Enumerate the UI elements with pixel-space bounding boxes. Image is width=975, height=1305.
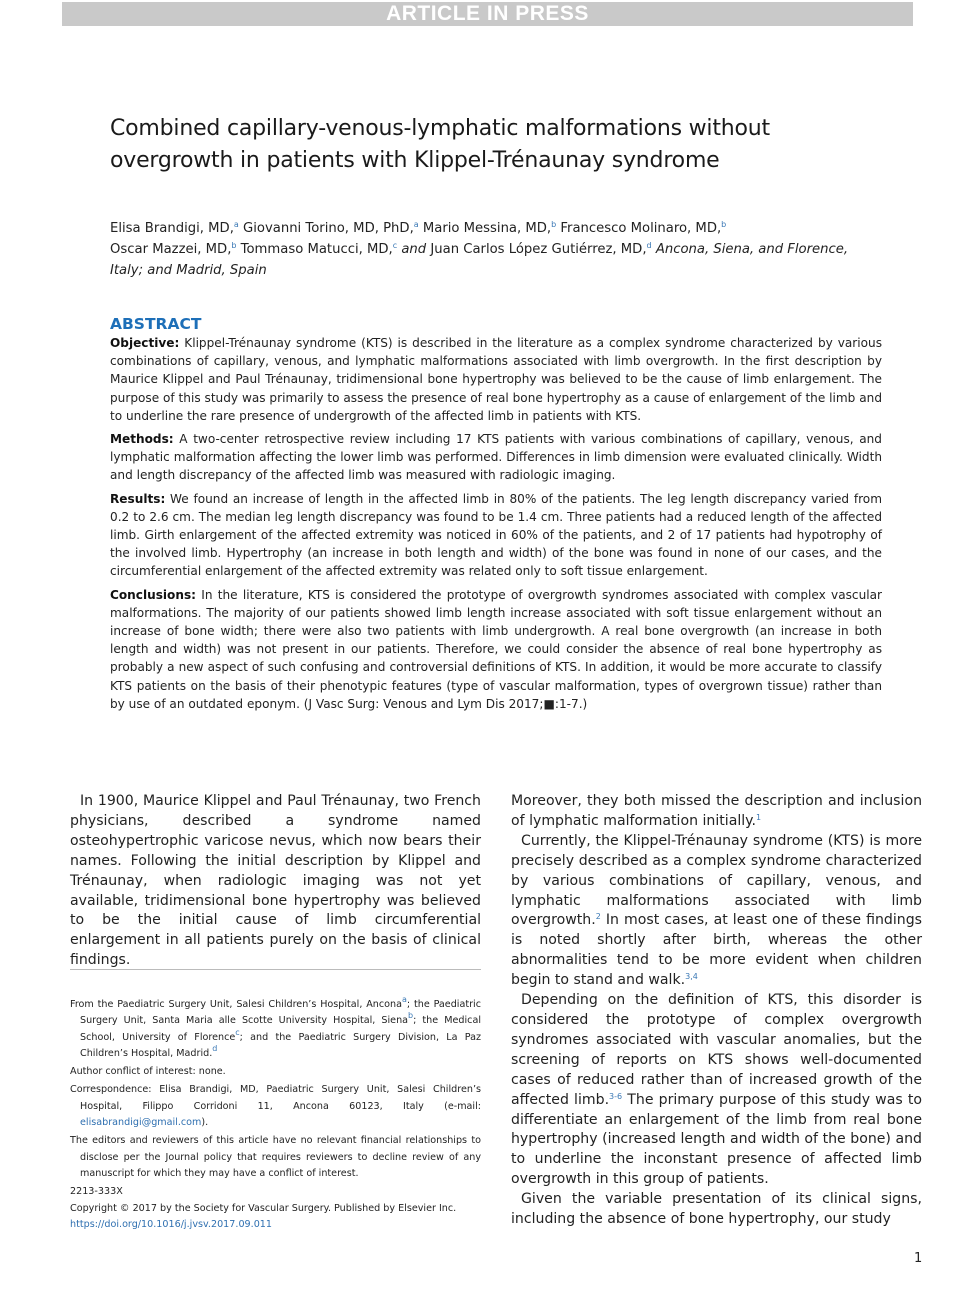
section-text: In the literature, KTS is considered the prototype of overgrowth syndromes associated with complex vascular malformations. The majority of our patients showed limb length increase associated with soft tissue enlargement without an increase of bone width; there were also two patients with limb undergrowth. A real bone overgrowth (an increase in both length and width) was not present in our patients. Therefore, we could consider the absence of real bone hypertrophy as probably a new aspect of such confusing and controversial definitions of KTS. In addition, it would be more accurate to classify KTS patients on the basis of their phenotypic features (type of vascular malformation, types of overgrown tissue) rather than by use of an outdated eponym. (J Vasc Surg: Venous and Lym Dis 2017;■:1-7.) (110, 587, 882, 711)
page-number: 1 (914, 1251, 923, 1266)
author-name: Tommaso Matucci, MD, (240, 242, 393, 257)
citation-link[interactable]: 1 (755, 812, 762, 822)
body-paragraph: Moreover, they both missed the description and inclusion of lymphatic malformation initially.$^1$ (511, 793, 922, 829)
author-name: Juan Carlos López Gutiérrez, MD, (430, 242, 647, 257)
author-list (110, 218, 880, 281)
article-title: Combined capillary-venous-lymphatic malformations without overgrowth in patients with Klippel-Trénaunay syndrome (110, 116, 770, 173)
section-label: Conclusions: (110, 587, 197, 602)
copyright: Copyright © 2017 by the Society for Vascular Surgery. Published by Elsevier Inc. (70, 1202, 457, 1214)
section-label: Objective: (110, 336, 180, 350)
abstract-objective (110, 334, 882, 425)
section-text: Klippel-Trénaunay syndrome (KTS) is described in the literature as a complex syndrome characterized by various combinations of capillary, venous, and lymphatic malformations associated with limb overgrowth. In the first description by Maurice Klippel and Paul Trénaunay, tridimensional bone hypertrophy was believed to be the cause of limb enlargement. The purpose of this study was primarily to assess the presence of real bone hypertrophy as a cause of enlargement of the limb and to underline the rare presence of undergrowth of the affected limb in patients with KTS. (110, 336, 882, 423)
footnote-divider (70, 969, 481, 970)
author-name: Giovanni Torino, MD, PhD, (243, 221, 414, 236)
section-label: Methods: (110, 432, 174, 447)
affiliation-marker[interactable]: a (413, 220, 419, 229)
abstract (110, 334, 882, 718)
citation-link[interactable]: 3-6 (609, 1091, 623, 1101)
footnote-editors: The editors and reviewers of this article have no relevant financial relationships to disclose per the Journal policy that requires reviewers to decline review of any manuscript for which they may have a conflict of interest. (70, 1135, 481, 1179)
abstract-heading: ABSTRACT (110, 315, 202, 333)
email-link[interactable]: elisabrandigi@gmail.com (80, 1117, 202, 1129)
body-column-right (511, 792, 922, 1230)
footnote-affiliations: From the Paediatric Surgery Unit, Salesi Children’s Hospital, Ancona$^a$; the Paediatric Surgery Unit, Santa Maria alle Scotte University Hospital, Siena$^b$; the Medical School, University of Florence$^c$; and the Paediatric Surgery Division, La Paz Children’s Hospital, Madrid.$^d$ (70, 995, 482, 1059)
footnote-correspondence: Correspondence: Elisa Brandigi, MD, Paediatric Surgery Unit, Salesi Children’s Hospital, Filippo Corridoni 11, Ancona 60123, Italy (e-mail: elisabrandigi@gmail.com). (70, 1084, 481, 1129)
authors-conjunction: and (401, 242, 427, 257)
citation-link[interactable]: 3,4 (685, 972, 698, 982)
body-paragraph: Depending on the definition of KTS, this disorder is considered the prototype of complex overgrowth syndromes associated with vascular anomalies, but the screening of reports on KTS shows well-documented cases of reduced rather than of increased growth of the affected limb.$^{3-6}$ The primary purpose of this study was to differentiate an enlargement of the limb from real bone hypertrophy (increased length and width of the bone) and to underline the inconstant presence of affected limb overgrowth in this group of patients. (511, 992, 922, 1188)
body-paragraph: Currently, the Klippel-Trénaunay syndrome (KTS) is more precisely described as a complex syndrome characterized by various combinations of capillary, venous, and lymphatic malformations associated with limb overgrowth.$^2$ In most cases, at least one of these findings is noted shortly after birth, whereas the other abnormalities tend to be more evident when children begin to stand and walk.$^{3,4}$ (511, 832, 922, 989)
body-column-left (70, 792, 481, 971)
abstract-conclusions (110, 586, 882, 713)
footnotes (70, 997, 481, 1233)
section-text: A two-center retrospective review including 17 KTS patients with various combinations of capillary, venous, and lymphatic malformation affecting the lower limb was performed. Differences in limb dimension were evaluated clinically. Width and length discrepancy of the affected limb was measured with radiologic imaging. (110, 432, 882, 483)
section-text: We found an increase of length in the affected limb in 80% of the patients. The leg length discrepancy varied from 0.2 to 2.6 cm. The median leg length discrepancy was found to be 1.4 cm. Three patients had a reduced length of the affected limb. Girth enlargement of the affected extremity was noticed in 60% of the patients, and 2 of 17 patients had hypotrophy of the involved limb. Hypertrophy (an increase in both length and width) of the bone was found in none of our cases, and the circumferential enlargement of the affected extremity was related only to soft tissue enlargement. (110, 491, 882, 579)
citation-link[interactable]: 2 (595, 912, 601, 922)
section-label: Results: (110, 491, 166, 506)
body-paragraph: In 1900, Maurice Klippel and Paul Trénaunay, two French physicians, described a syndrome named osteohypertrophic varicose nevus, which now bears their names. Following the initial description by Klippel and Trénaunay, when radiologic imaging was not yet available, tridimensional bone hypertrophy was believed to be the initial cause of limb circumferential enlargement in all patients purely on the basis of clinical findings. (70, 793, 481, 969)
abstract-results (110, 490, 882, 581)
article-in-press-banner: ARTICLE IN PRESS (62, 2, 913, 26)
author-name: Oscar Mazzei, MD, (110, 242, 232, 257)
author-name: Mario Messina, MD, (422, 221, 552, 236)
affiliation-marker[interactable]: b (721, 220, 727, 229)
footnote-conflict: Author conflict of interest: none. (70, 1066, 226, 1078)
affiliation-marker[interactable]: c (392, 241, 398, 250)
abstract-methods (110, 430, 882, 485)
author-name: Francesco Molinaro, MD, (560, 221, 722, 236)
issn: 2213-333X (70, 1186, 123, 1198)
doi-link[interactable]: https://doi.org/10.1016/j.jvsv.2017.09.011 (70, 1218, 273, 1230)
affiliation-marker[interactable]: b (231, 241, 237, 250)
affiliation-marker[interactable]: d (646, 241, 652, 250)
doi-link-row (70, 1217, 481, 1233)
affiliation-marker[interactable]: a (233, 220, 239, 229)
body-paragraph: Given the variable presentation of its clinical signs, including the absence of bone hypertrophy, our study (511, 1191, 922, 1228)
affiliation-marker[interactable]: b (551, 220, 557, 229)
authors-location: Ancona, Siena, and Florence, Italy; and Madrid, Spain (110, 242, 849, 278)
author-name: Elisa Brandigi, MD, (110, 221, 234, 236)
